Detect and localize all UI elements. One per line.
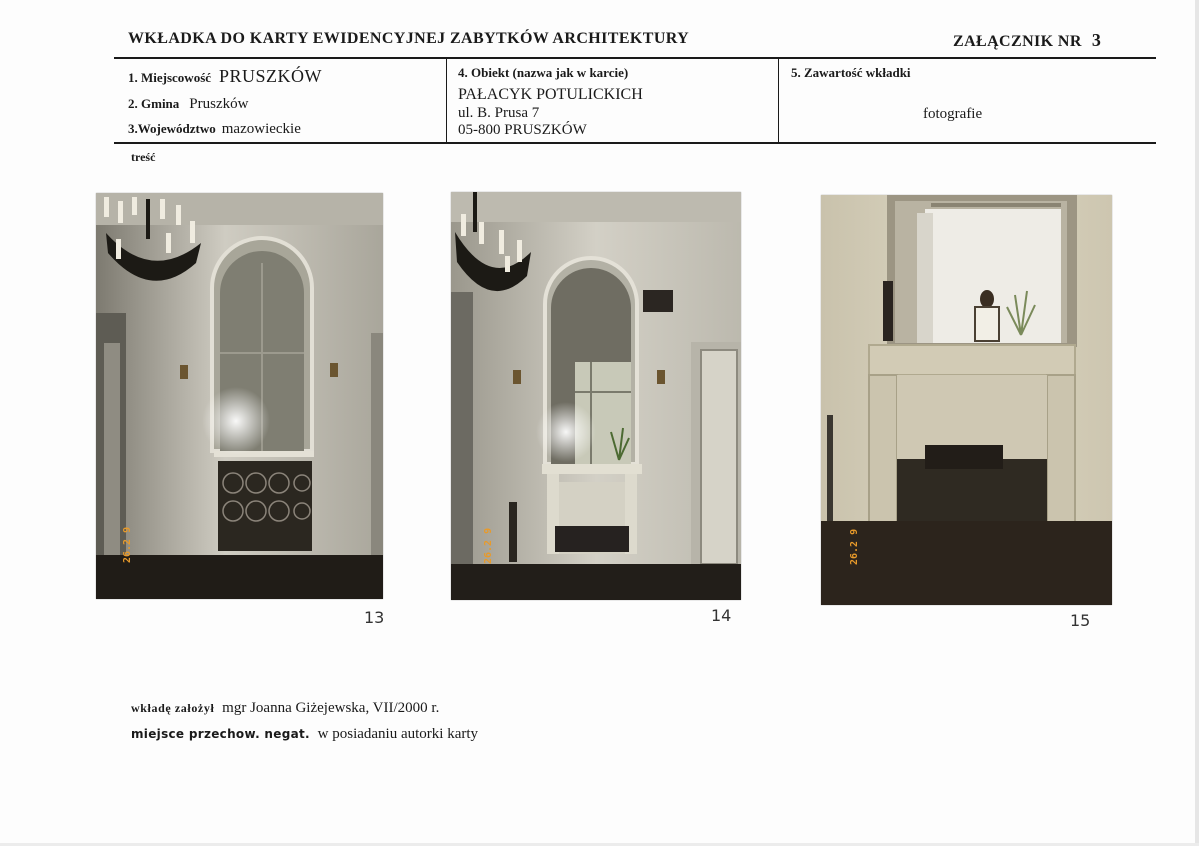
header-rule-top	[114, 57, 1156, 59]
photo-13	[96, 193, 383, 599]
annex-label	[953, 30, 1101, 51]
contents-label: 5. Zawartość wkładki	[791, 65, 911, 80]
locality-value: PRUSZKÓW	[219, 66, 323, 86]
annex-number: 3	[1091, 30, 1102, 50]
content-heading: treść	[131, 150, 156, 164]
storage-line	[131, 726, 478, 743]
voivodeship-value: mazowieckie	[221, 121, 301, 137]
photo-13-date-stamp: 26.2 9	[122, 526, 133, 563]
photo-13-number: 13	[364, 608, 385, 627]
photo-15	[821, 195, 1112, 605]
photo-15-date-stamp: 26.2 9	[849, 528, 860, 565]
voivodeship-field	[128, 120, 301, 138]
photo-14	[451, 192, 741, 600]
object-street: ul. B. Prusa 7	[458, 105, 540, 121]
contents-value: fotografie	[923, 106, 983, 122]
column-divider-2	[778, 59, 779, 142]
locality-label: 1. Miejscowość	[128, 70, 212, 85]
photo-15-image	[821, 195, 1112, 605]
commune-value: Pruszków	[189, 96, 249, 112]
commune-field	[128, 95, 248, 113]
author-value: mgr Joanna Giżejewska, VII/2000 r.	[222, 700, 440, 716]
locality-field	[128, 66, 322, 87]
photo-14-date-stamp: 26.2 9	[483, 527, 494, 564]
header-rule-bottom	[114, 142, 1156, 144]
author-label: wkładę założył	[131, 701, 215, 715]
storage-value: w posiadaniu autorki karty	[317, 726, 479, 742]
author-line	[131, 700, 439, 717]
storage-label: miejsce przechow. negat.	[131, 727, 310, 741]
photo-15-number: 15	[1070, 611, 1091, 630]
photo-14-number: 14	[711, 606, 732, 625]
column-divider-1	[446, 59, 447, 142]
voivodeship-label: 3.Województwo	[128, 121, 216, 136]
object-label: 4. Obiekt (nazwa jak w karcie)	[458, 65, 629, 80]
commune-label: 2. Gmina	[128, 96, 180, 111]
object-postal: 05-800 PRUSZKÓW	[458, 122, 587, 138]
object-name: PAŁACYK POTULICKICH	[458, 86, 643, 103]
photo-13-image	[96, 193, 383, 599]
annex-label-text: ZAŁĄCZNIK NR	[953, 33, 1082, 50]
page-edge-right	[1195, 0, 1199, 846]
photo-14-image	[451, 192, 741, 600]
document-title: WKŁADKA DO KARTY EWIDENCYJNEJ ZABYTKÓW ARCHITEKTURY	[128, 30, 690, 47]
